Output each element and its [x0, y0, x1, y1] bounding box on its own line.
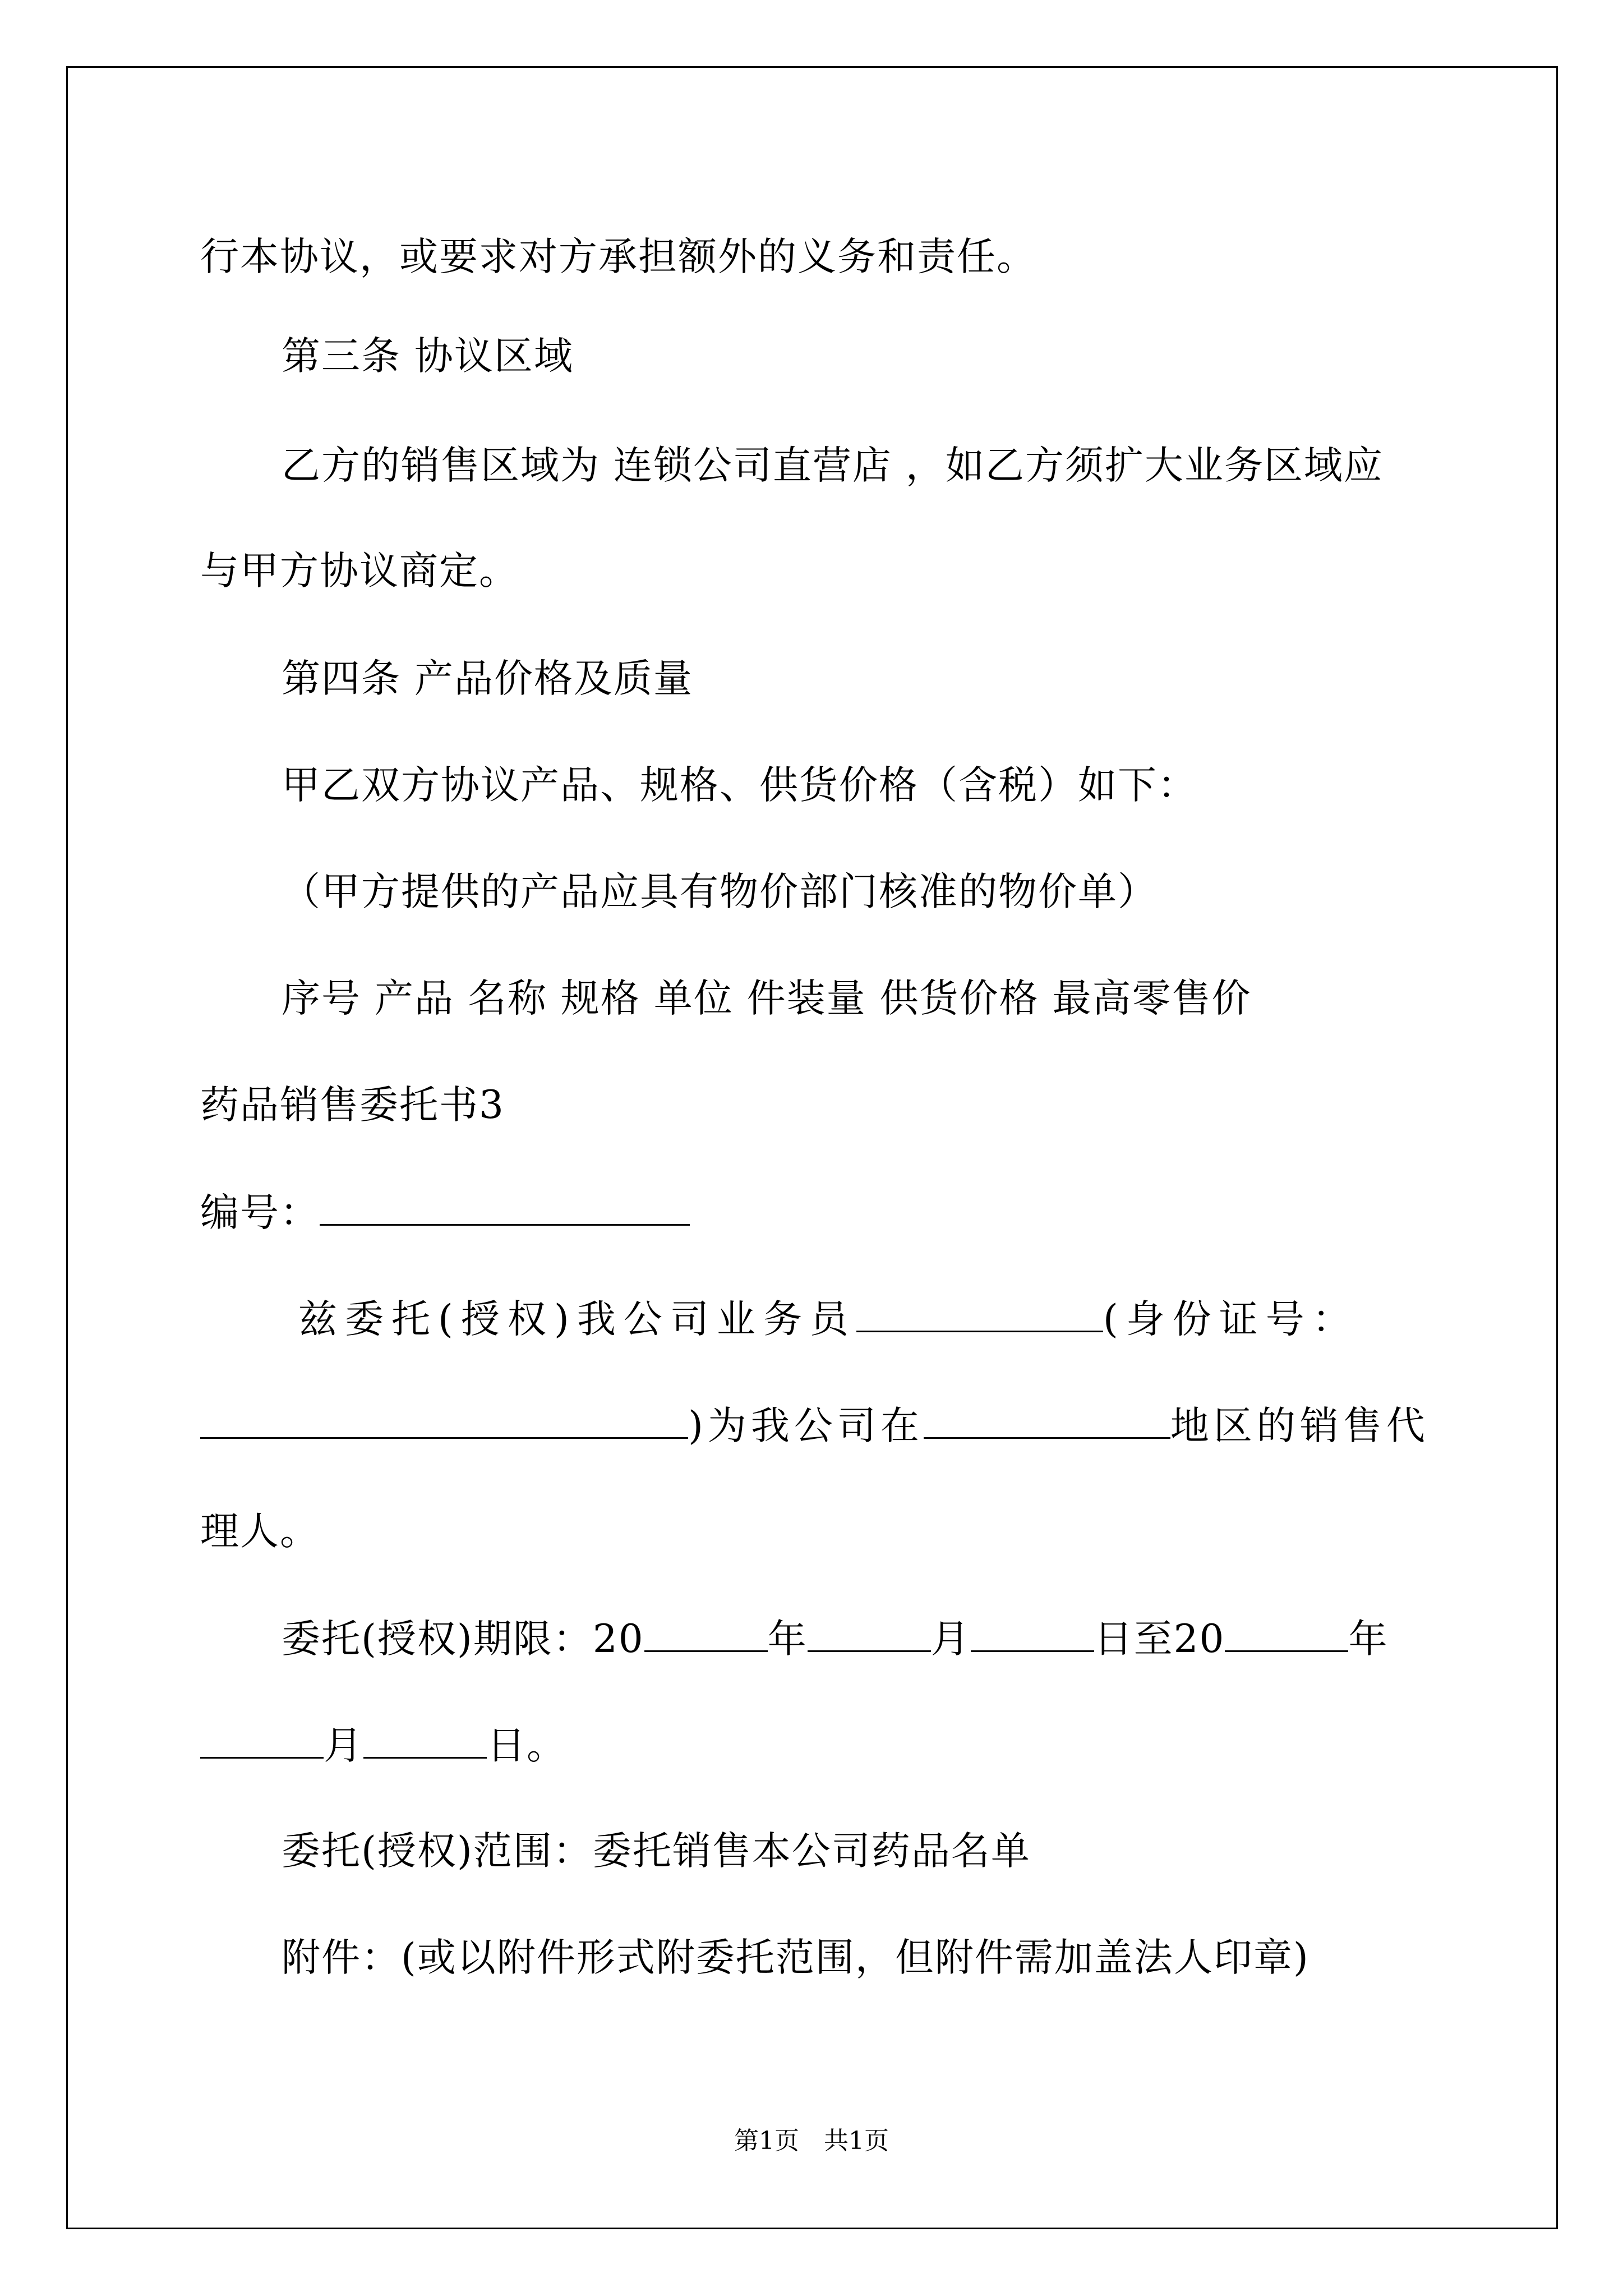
text-line-14 — [282, 1616, 1388, 1662]
text-line-13: 理人。 — [200, 1509, 320, 1554]
text-line-11-a: 兹委托(授权)我公司业务员 — [298, 1297, 856, 1342]
text-line-17: 附件：(或以附件形式附委托范围，但附件需加盖法人印章) — [282, 1935, 1310, 1980]
text-line-15 — [200, 1722, 566, 1768]
article-3-heading: 第三条 协议区域 — [282, 334, 574, 379]
year-label: 年 — [767, 1617, 808, 1662]
page-border — [66, 66, 1558, 2229]
id-number-blank — [200, 1402, 688, 1439]
text-line-7: （甲方提供的产品应具有物价部门核准的物价单） — [282, 869, 1158, 914]
start-day-blank — [971, 1616, 1094, 1652]
text-line-12-a: )为我公司在 — [688, 1404, 924, 1448]
salesperson-blank — [856, 1296, 1103, 1332]
start-year-blank — [644, 1616, 768, 1652]
text-line-16: 委托(授权)范围：委托销售本公司药品名单 — [282, 1829, 1031, 1874]
end-year-label: 年 — [1348, 1617, 1389, 1662]
region-blank — [924, 1402, 1170, 1439]
end-month-label: 月 — [324, 1723, 363, 1768]
day-to-label: 日至20 — [1094, 1617, 1225, 1662]
document-title: 药品销售委托书3 — [200, 1083, 505, 1128]
start-month-blank — [808, 1616, 931, 1652]
text-line-6: 甲乙双方协议产品、规格、供货价格（含税）如下： — [282, 763, 1197, 808]
page-footer: 第1页 共1页 — [734, 2127, 889, 2155]
end-day-label: 日。 — [487, 1723, 566, 1768]
article-4-heading: 第四条 产品价格及质量 — [282, 656, 693, 701]
text-line-4: 与甲方协议商定。 — [200, 549, 519, 593]
text-line-1: 行本协议，或要求对方承担额外的义务和责任。 — [200, 234, 1036, 279]
number-label: 编号： — [200, 1190, 320, 1235]
end-month-blank — [200, 1722, 324, 1759]
text-line-12-b: 地区的销售代 — [1170, 1404, 1430, 1448]
end-day-blank — [363, 1722, 487, 1759]
table-header-line: 序号 产品 名称 规格 单位 件装量 供货价格 最高零售价 — [282, 976, 1252, 1021]
text-line-12 — [200, 1402, 1430, 1448]
text-line-11 — [298, 1296, 1359, 1342]
month-label: 月 — [930, 1617, 971, 1662]
end-year-blank — [1225, 1616, 1348, 1652]
term-label: 委托(授权)期限：20 — [282, 1617, 644, 1662]
number-blank — [320, 1189, 690, 1226]
number-line — [200, 1189, 690, 1235]
text-line-3: 乙方的销售区域为 连锁公司直营店 ，如乙方须扩大业务区域应 — [282, 443, 1384, 488]
text-line-11-b: (身份证号： — [1103, 1297, 1359, 1342]
